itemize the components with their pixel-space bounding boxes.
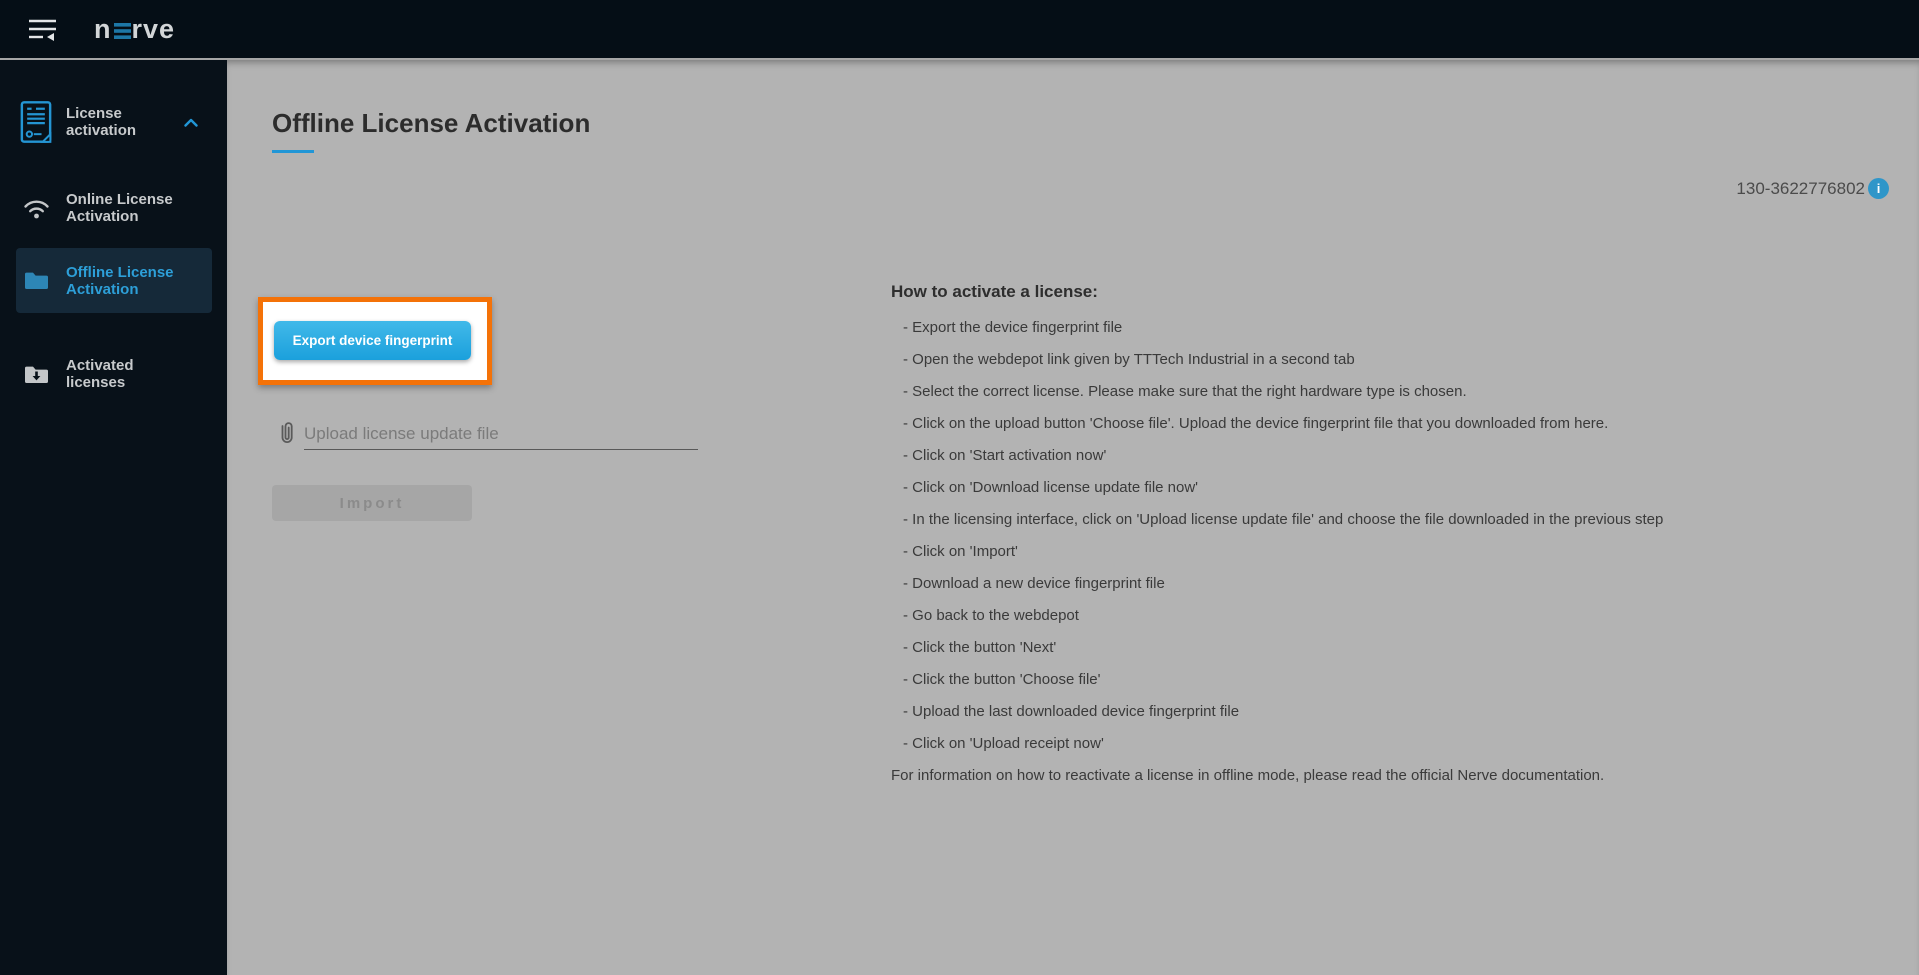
logo-text-n: n (94, 13, 112, 44)
instruction-step: - In the licensing interface, click on 'Upload license update file' and choose the file downloaded in the previous step (903, 511, 1664, 528)
nerve-logo (94, 14, 175, 45)
topbar (0, 0, 1919, 60)
instruction-step: - Upload the last downloaded device fingerprint file (903, 703, 1240, 720)
chevron-up-icon (184, 118, 198, 127)
sidebar-collapse-button[interactable] (28, 16, 58, 42)
device-serial-value: 130-3622776802 (1736, 178, 1865, 198)
page-title: Offline License Activation (272, 108, 591, 138)
instructions-panel (891, 282, 1791, 792)
sidebar-item-label: Activated licenses (66, 357, 134, 391)
upload-license-input[interactable] (304, 418, 698, 450)
hamburger-icon (28, 16, 58, 42)
main-content (227, 60, 1919, 975)
instructions-footer: For information on how to reactivate a license in offline mode, please read the official Nerve documentation. (891, 767, 1605, 784)
instruction-step: - Click the button 'Choose file' (903, 671, 1101, 688)
instruction-step: - Select the correct license. Please make sure that the right hardware type is chosen. (903, 383, 1467, 400)
instruction-step: - Click on 'Import' (903, 543, 1018, 560)
instruction-step: - Download a new device fingerprint file (903, 575, 1165, 592)
import-button[interactable]: Import (272, 485, 472, 521)
sidebar-item-label: License activation (66, 105, 137, 139)
info-icon[interactable]: i (1868, 178, 1889, 199)
instruction-step: - Click on 'Upload receipt now' (903, 735, 1104, 752)
instruction-step: - Click the button 'Next' (903, 639, 1057, 656)
wifi-icon (16, 198, 56, 219)
instruction-step: - Export the device fingerprint file (903, 319, 1123, 336)
device-serial (1736, 178, 1889, 199)
license-document-icon (16, 101, 56, 143)
instruction-step: - Click on 'Download license update file now' (903, 479, 1199, 496)
instructions-heading: How to activate a license: (891, 282, 1098, 301)
sidebar-item-label: Online License Activation (66, 191, 173, 225)
sidebar-item-label: Offline License Activation (66, 263, 174, 298)
logo-text-rve: rve (131, 13, 176, 44)
highlight-box (258, 297, 492, 385)
paperclip-icon (276, 421, 296, 447)
title-underline (272, 150, 314, 153)
instruction-step: - Click on the upload button 'Choose file'. Upload the device fingerprint file that you downloaded from here. (903, 415, 1609, 432)
sidebar-item-online-license-activation[interactable] (16, 172, 212, 244)
logo-equals-icon (114, 21, 131, 41)
export-device-fingerprint-button[interactable]: Export device fingerprint (274, 321, 471, 360)
sidebar-item-activated-licenses[interactable] (16, 336, 212, 412)
instruction-step: - Click on 'Start activation now' (903, 447, 1107, 464)
instruction-step: - Open the webdepot link given by TTTech Industrial in a second tab (903, 351, 1355, 368)
instructions-list (891, 312, 1791, 760)
upload-license-field[interactable] (272, 418, 702, 454)
sidebar-item-license-activation[interactable] (16, 88, 212, 156)
folder-download-icon (16, 365, 56, 384)
folder-icon (16, 271, 56, 290)
instruction-step: - Go back to the webdepot (903, 607, 1079, 624)
sidebar-item-offline-license-activation[interactable] (16, 248, 212, 313)
sidebar (0, 60, 227, 975)
